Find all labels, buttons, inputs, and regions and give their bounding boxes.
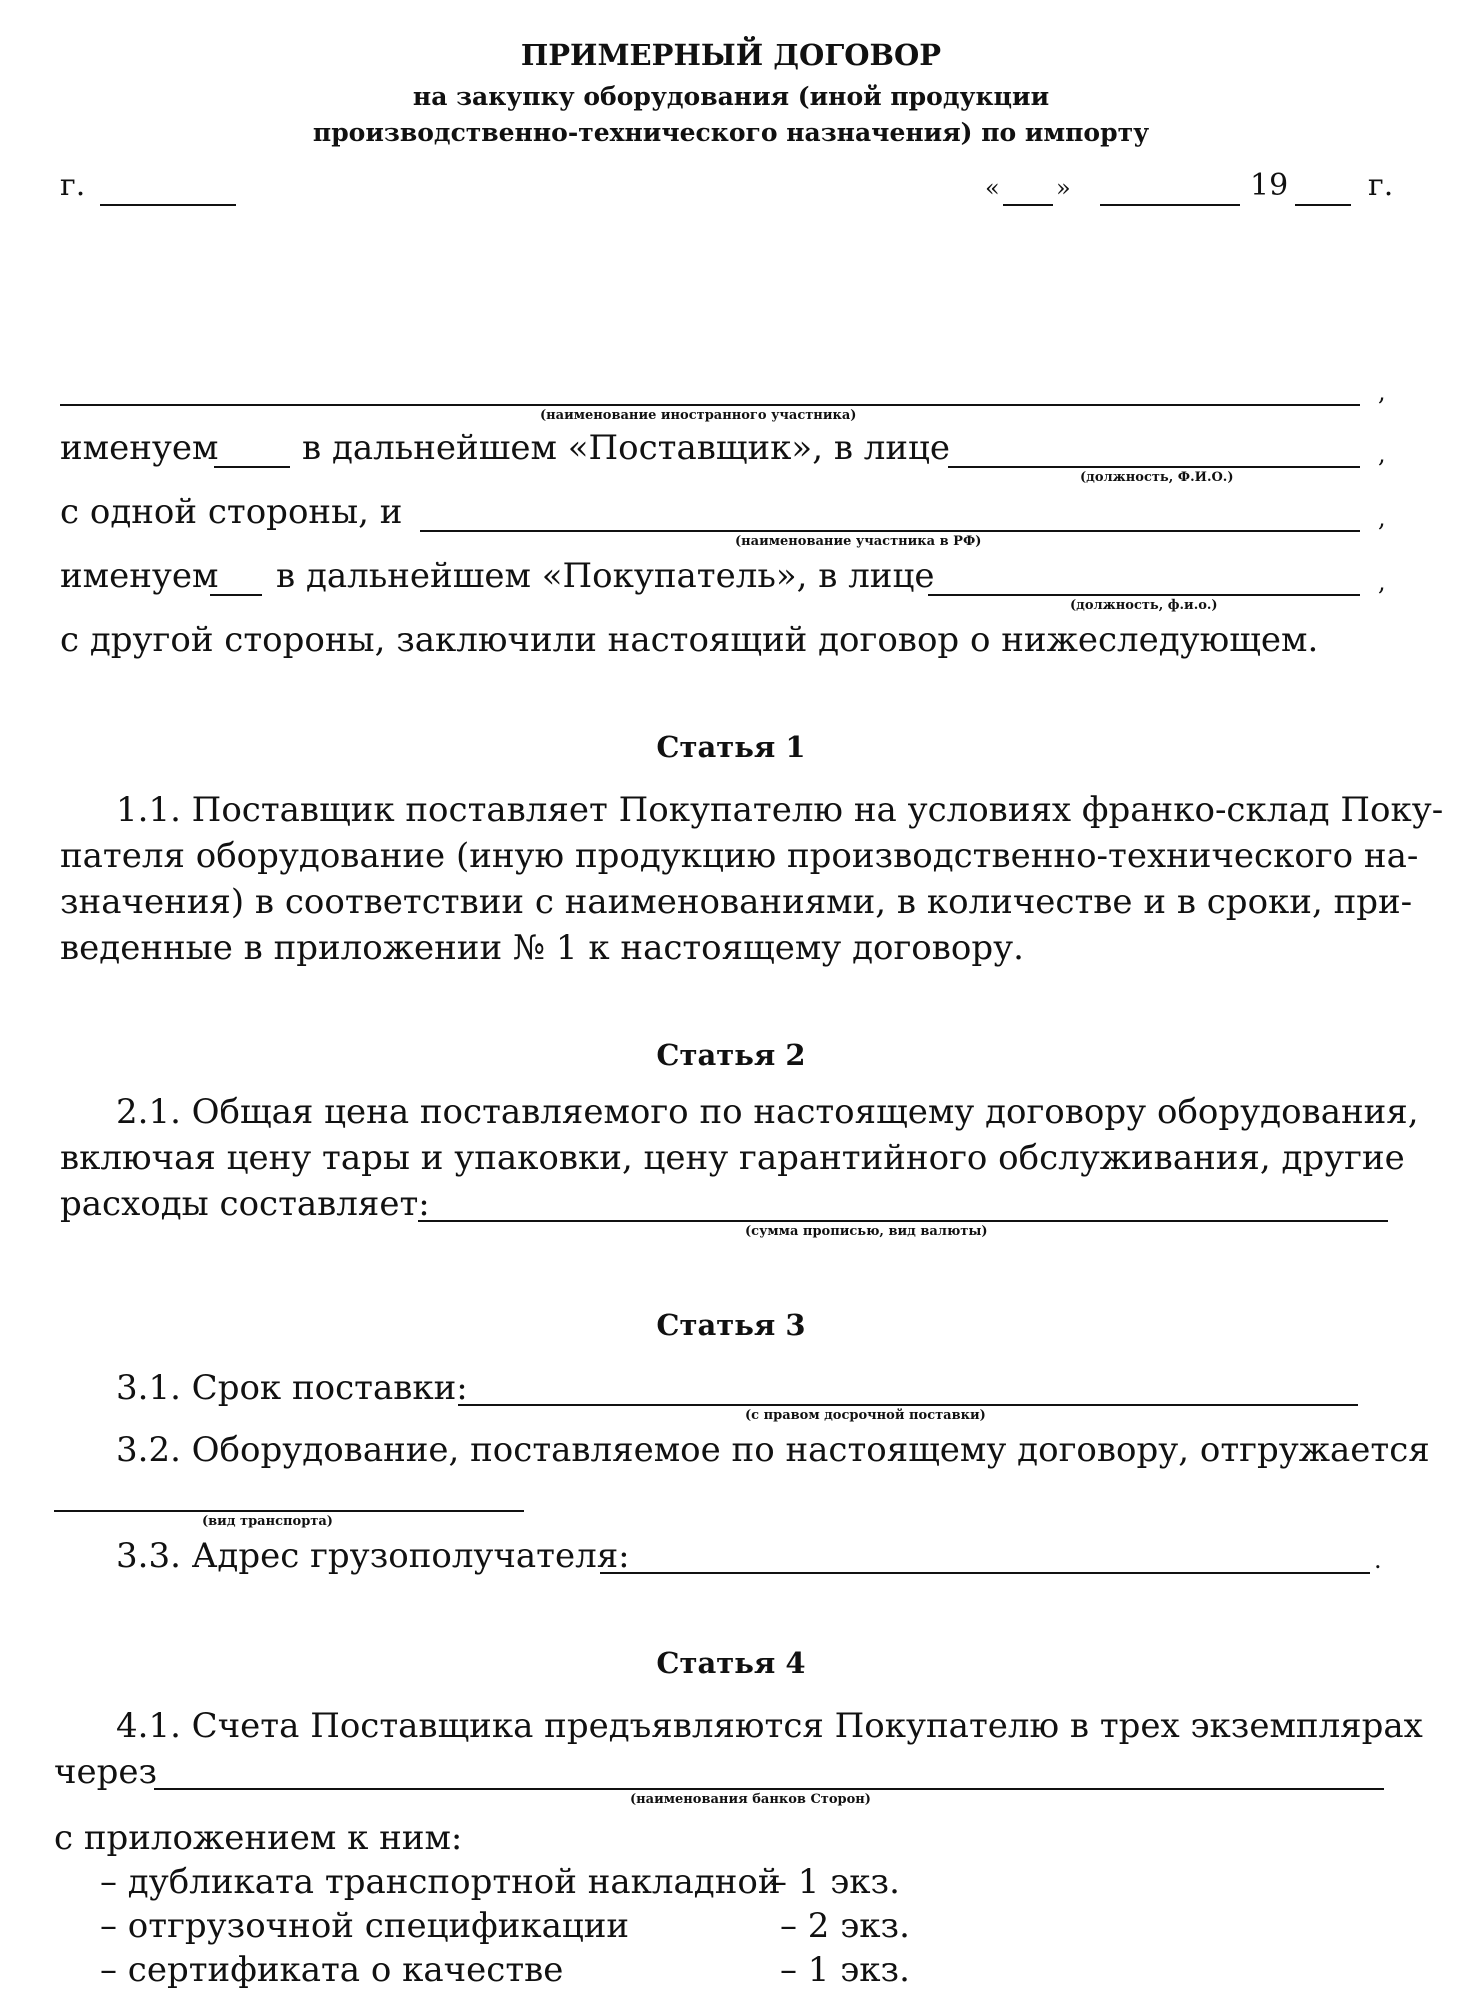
date-open-quote: « xyxy=(985,174,1000,202)
list-item-name-3: – сертификата о качестве xyxy=(100,1950,564,1990)
caption-term: (с правом досрочной поставки) xyxy=(745,1408,986,1423)
parties-line-1-end: в дальнейшем «Поставщик», в лице xyxy=(302,428,951,468)
article-4-heading: Статья 4 xyxy=(656,1646,806,1680)
article-1-line-3: значения) в соответствии с наименованиями, в количестве и в сроки, при- xyxy=(60,882,1413,922)
article-4-line-1: 4.1. Счета Поставщика предъявляются Покупателю в трех экземплярах xyxy=(116,1706,1423,1746)
article-3-line-3: 3.3. Адрес грузополучателя: xyxy=(116,1536,630,1576)
caption-foreign-participant: (наименование иностранного участника) xyxy=(540,408,857,423)
suffix-blank-1 xyxy=(214,466,290,468)
document-title: ПРИМЕРНЫЙ ДОГОВОР xyxy=(520,38,942,72)
day-blank xyxy=(1003,204,1053,206)
article-4-line-3: с приложением к ним: xyxy=(54,1818,463,1858)
year-prefix: 19 xyxy=(1250,168,1289,203)
transport-blank xyxy=(54,1510,524,1512)
date-close-quote: » xyxy=(1056,174,1071,202)
article-3-line-1: 3.1. Срок поставки: xyxy=(116,1368,468,1408)
comma-4: , xyxy=(1378,568,1386,596)
list-item-qty-2: – 2 экз. xyxy=(780,1906,910,1946)
article-3-line-2: 3.2. Оборудование, поставляемое по настоящему договору, отгружается xyxy=(116,1430,1430,1470)
price-blank xyxy=(418,1220,1388,1222)
parties-line-4: с другой стороны, заключили настоящий договор о нижеследующем. xyxy=(60,620,1319,660)
caption-position-2: (должность, ф.и.о.) xyxy=(1070,598,1218,613)
banks-blank xyxy=(154,1788,1384,1790)
parties-line-1-start: именуем xyxy=(60,428,219,468)
delivery-term-blank xyxy=(458,1404,1358,1406)
position-blank-1 xyxy=(948,466,1360,468)
caption-position-1: (должность, Ф.И.О.) xyxy=(1080,470,1234,485)
city-prefix: г. xyxy=(60,168,86,203)
article-2-line-2: включая цену тары и упаковки, цену гарантийного обслуживания, другие xyxy=(60,1138,1405,1178)
suffix-blank-2 xyxy=(210,594,262,596)
article-1-heading: Статья 1 xyxy=(656,730,806,764)
caption-sum: (сумма прописью, вид валюты) xyxy=(745,1224,988,1239)
caption-banks: (наименования банков Сторон) xyxy=(630,1792,871,1807)
caption-transport: (вид транспорта) xyxy=(202,1514,333,1529)
parties-line-2: с одной стороны, и xyxy=(60,492,403,532)
article-2-heading: Статья 2 xyxy=(656,1038,806,1072)
comma-3: , xyxy=(1378,504,1386,532)
year-suffix: г. xyxy=(1368,168,1394,203)
comma-2: , xyxy=(1378,440,1386,468)
article-2-line-1: 2.1. Общая цена поставляемого по настоящему договору оборудования, xyxy=(116,1092,1419,1132)
parties-line-3-end: в дальнейшем «Покупатель», в лице xyxy=(276,556,935,596)
article-1-line-1: 1.1. Поставщик поставляет Покупателю на условиях франко-склад Поку- xyxy=(116,790,1444,830)
month-blank xyxy=(1100,204,1240,206)
list-item-name-1: – дубликата транспортной накладной xyxy=(100,1862,781,1902)
address-blank xyxy=(600,1572,1370,1574)
position-blank-2 xyxy=(928,594,1360,596)
address-period: . xyxy=(1374,1546,1382,1574)
comma-1: , xyxy=(1378,378,1386,406)
foreign-party-blank xyxy=(60,404,1360,406)
article-3-heading: Статья 3 xyxy=(656,1308,806,1342)
year-blank xyxy=(1295,204,1351,206)
article-1-line-4: веденные в приложении № 1 к настоящему договору. xyxy=(60,928,1024,968)
document-subtitle-line-2: производственно-технического назначения) по импорту xyxy=(312,118,1150,147)
article-4-line-2: через xyxy=(54,1752,158,1792)
list-item-qty-3: – 1 экз. xyxy=(780,1950,910,1990)
list-item-name-2: – отгрузочной спецификации xyxy=(100,1906,630,1946)
article-1-line-2: пателя оборудование (иную продукцию производственно-технического на- xyxy=(60,836,1419,876)
article-2-line-3: расходы составляет: xyxy=(60,1184,430,1224)
parties-line-3-start: именуем xyxy=(60,556,219,596)
caption-rf-participant: (наименование участника в РФ) xyxy=(735,534,982,549)
list-item-qty-1: – 1 экз. xyxy=(770,1862,900,1902)
rf-party-blank xyxy=(420,530,1360,532)
city-blank xyxy=(100,204,236,206)
document-subtitle-line-1: на закупку оборудования (иной продукции xyxy=(412,82,1050,111)
